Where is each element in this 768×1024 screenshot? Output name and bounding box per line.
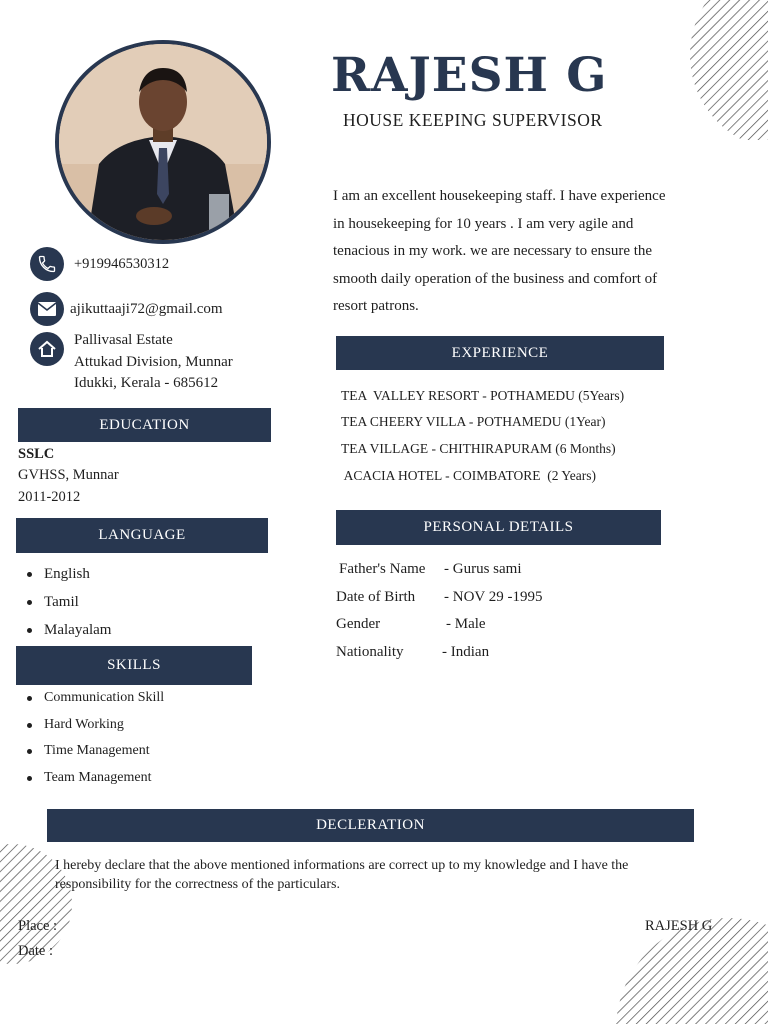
phone-number[interactable]: +919946530312 (74, 256, 170, 272)
experience-item: ACACIA HOTEL - COIMBATORE (2 Years) (341, 468, 597, 483)
father-name-label: Father's Name (339, 561, 426, 577)
experience-item: TEA VILLAGE - CHITHIRAPURAM (6 Months) (341, 441, 616, 456)
declaration-text: I hereby declare that the above mentioned informations are correct up to my knowledge and I have the responsibility for the correctness of the particulars. (55, 858, 629, 892)
list-item: Communication Skill (18, 688, 164, 715)
mail-icon (30, 292, 64, 326)
list-item: English (18, 564, 111, 592)
gender-label: Gender (336, 616, 381, 632)
email-address[interactable]: ajikuttaaji72@gmail.com (70, 301, 223, 317)
list-item: Tamil (18, 592, 111, 620)
profile-photo (55, 40, 271, 244)
skills-heading: SKILLS (16, 646, 252, 685)
dob-value: - NOV 29 -1995 (444, 589, 543, 605)
experience-item: TEA CHEERY VILLA - POTHAMEDU (1Year) (341, 414, 606, 429)
education-school: GVHSS, Munnar (18, 467, 119, 483)
list-item: Time Management (18, 741, 164, 768)
education-years: 2011-2012 (18, 489, 81, 505)
date-label: Date : (18, 943, 54, 959)
dob-label: Date of Birth (336, 589, 416, 605)
declaration-heading: DECLERATION (47, 809, 694, 842)
decorative-hatched-circle-top-right (690, 0, 768, 140)
place-label: Place : (18, 918, 58, 934)
address-line-1: Pallivasal Estate (74, 332, 173, 348)
list-item: Hard Working (18, 715, 164, 742)
gender-value: - Male (446, 616, 486, 632)
experience-heading: EXPERIENCE (336, 336, 664, 370)
signature-name: RAJESH G (645, 918, 713, 934)
skills-list (18, 688, 164, 794)
nationality-value: - Indian (442, 644, 490, 660)
candidate-name: RAJESH G (331, 48, 608, 103)
home-icon (30, 332, 64, 366)
address-line-2: Attukad Division, Munnar (74, 353, 233, 370)
phone-icon (30, 247, 64, 281)
father-name-value: - Gurus sami (444, 561, 522, 577)
address-line-3: Idukki, Kerala - 685612 (74, 375, 219, 391)
list-item: Malayalam (18, 620, 111, 648)
nationality-label: Nationality (336, 644, 404, 660)
language-heading: LANGUAGE (16, 518, 268, 553)
list-item: Team Management (18, 768, 164, 795)
education-heading: EDUCATION (18, 408, 271, 442)
address (74, 330, 233, 395)
profile-summary: I am an excellent housekeeping staff. I have experience in housekeeping for 10 years . I am very agile and tenacious in my work. we are necessary to ensure the smooth daily operation of the business and comfort of resort patrons. (333, 188, 666, 314)
experience-item: TEA VALLEY RESORT - POTHAMEDU (5Years) (341, 388, 625, 403)
language-list (18, 564, 111, 648)
job-title: HOUSE KEEPING SUPERVISOR (343, 110, 603, 130)
education-level: SSLC (18, 446, 55, 462)
personal-details-heading: PERSONAL DETAILS (336, 510, 661, 545)
